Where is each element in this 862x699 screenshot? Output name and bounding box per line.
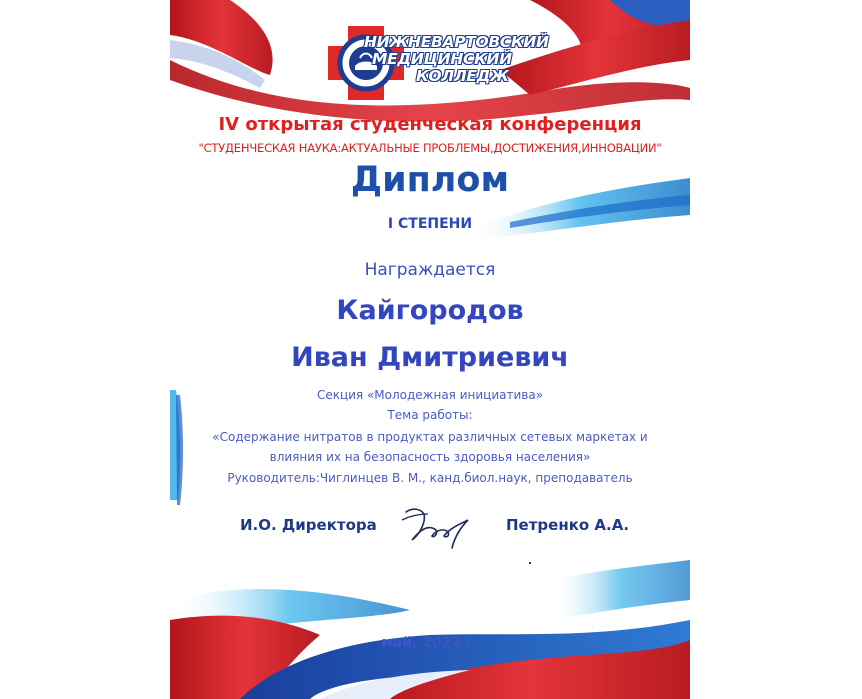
college-name-line1: НИЖНЕВАРТОВСКИЙ: [364, 33, 549, 51]
ribbon-light-bottom-right: [550, 560, 690, 620]
awarded-label: Награждается: [364, 260, 496, 280]
issue-date: май, 2022 г.: [381, 635, 479, 651]
conference-title: IV открытая студенческая конференция: [218, 114, 642, 135]
college-name: [364, 34, 574, 85]
diploma-degree: I СТЕПЕНИ: [387, 216, 473, 232]
college-name-line2: МЕДИЦИНСКИЙ: [372, 50, 512, 68]
recipient-given-names: Иван Дмитриевич: [291, 342, 569, 373]
director-name: Петренко А.А.: [506, 516, 630, 534]
topic-line-1: «Содержание нитратов в продуктах различных сетевых маркетах и: [212, 430, 648, 444]
diploma-heading: Диплом: [350, 160, 510, 200]
director-role: И.О. Директора: [240, 516, 377, 534]
diploma-sheet: [170, 0, 690, 699]
recipient-surname: Кайгородов: [336, 295, 524, 326]
section-name: Секция «Молодежная инициатива»: [316, 388, 544, 402]
dot-mark: [529, 562, 531, 564]
college-name-line3: КОЛЛЕДЖ: [416, 67, 509, 85]
conference-subtitle: "СТУДЕНЧЕСКАЯ НАУКА:АКТУАЛЬНЫЕ ПРОБЛЕМЫ,ДОСТИЖЕНИЯ,ИННОВАЦИИ": [198, 141, 662, 155]
supervisor-line: Руководитель:Чиглинцев В. М., канд.биол.наук, преподаватель: [227, 471, 633, 485]
handwritten-signature: [398, 500, 480, 552]
topic-line-2: влияния их на безопасность здоровья населения»: [269, 450, 591, 464]
topic-label: Тема работы:: [387, 408, 473, 422]
